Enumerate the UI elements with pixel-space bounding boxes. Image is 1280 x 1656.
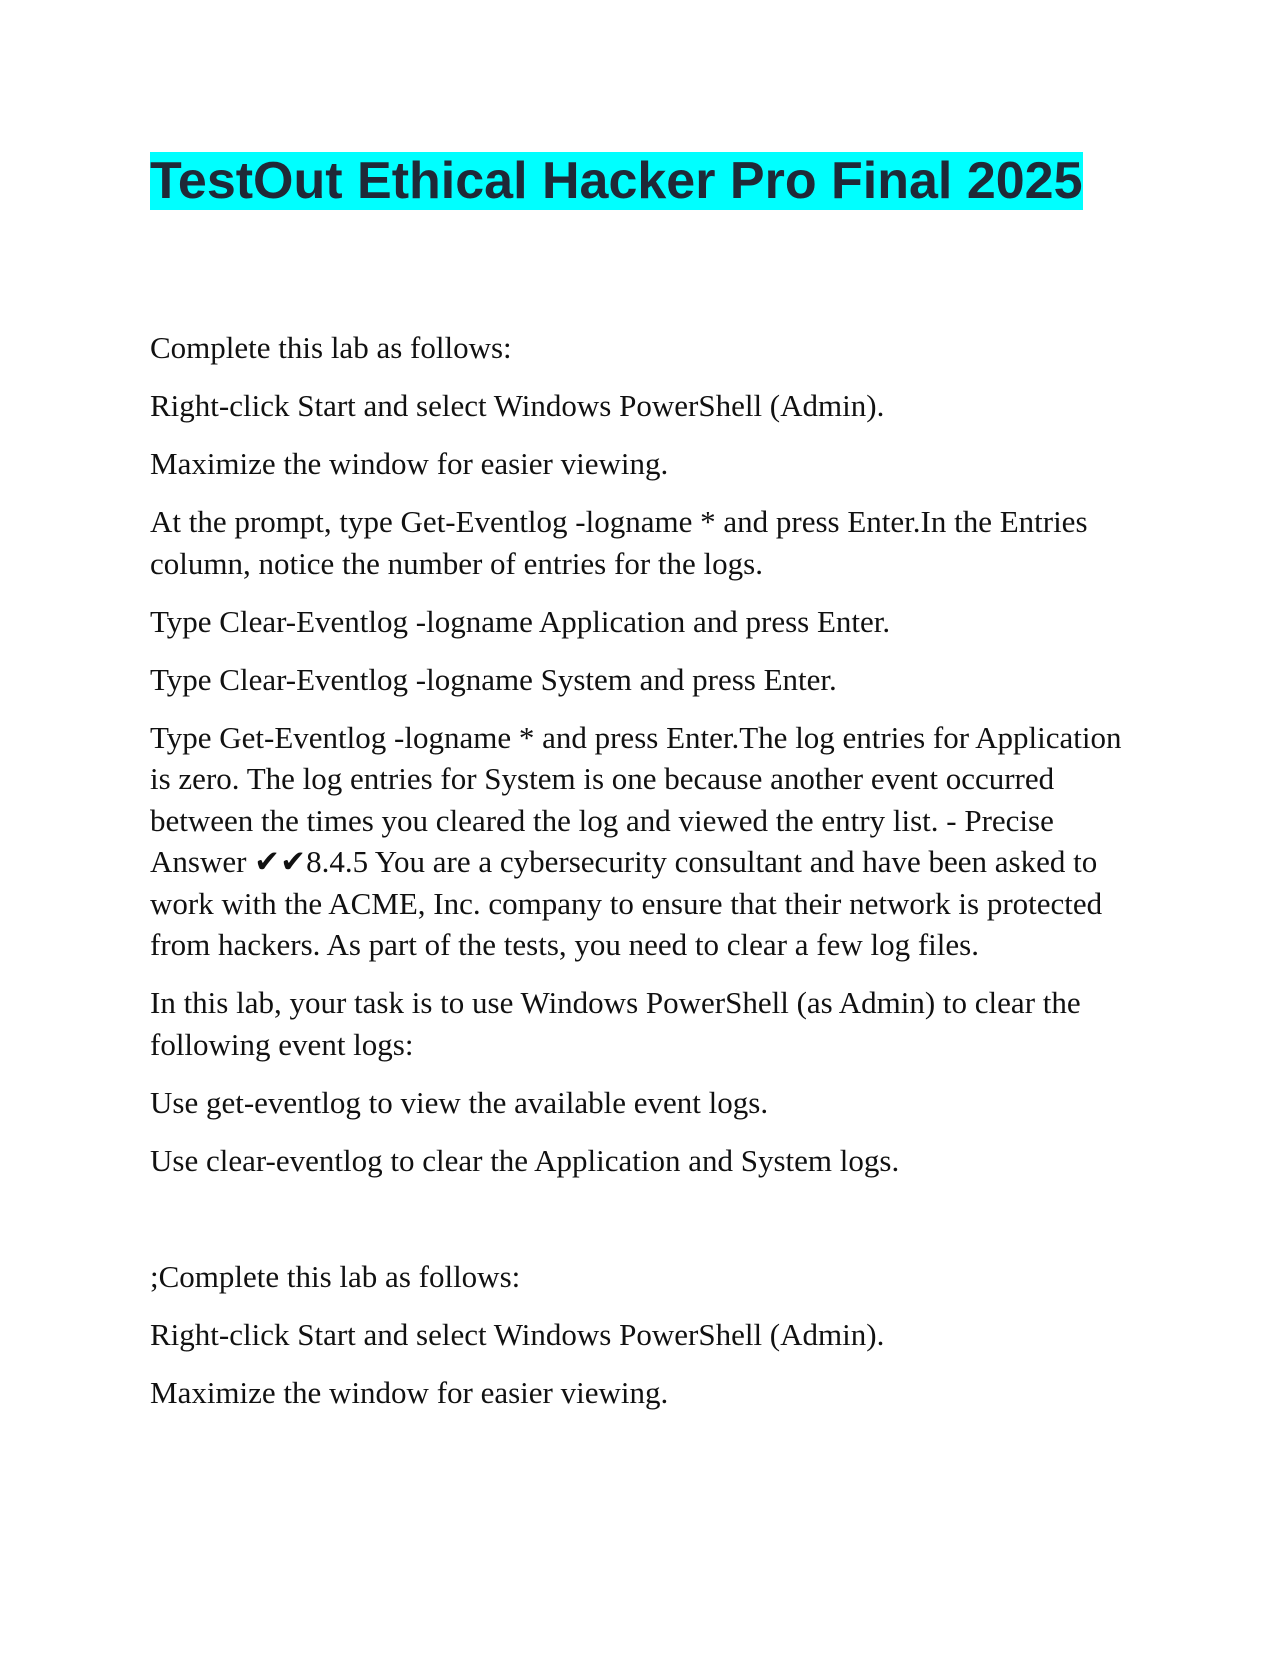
blank-line — [150, 1198, 1130, 1240]
paragraph: Maximize the window for easier viewing. — [150, 1374, 669, 1410]
paragraph: Use get-eventlog to view the available event logs. — [150, 1084, 769, 1120]
paragraph: Use clear-eventlog to clear the Application and System logs. — [150, 1142, 900, 1178]
paragraph: Type Get-Eventlog -logname * and press Enter.The log entries for Application is zero. The log entries for System is one because another event occurred between the times you cleared the log and viewed the entry list. - Precise Answer ✔✔8.4.5 You are a cybersecurity consultant and have been asked to work with the ACME, Inc. company to ensure that their network is protected from hackers. As part of the tests, you need to clear a few log files. — [150, 719, 1122, 962]
document-title-text: TestOut Ethical Hacker Pro Final 2025 — [150, 152, 1083, 210]
document-title — [150, 150, 1083, 212]
paragraph: ;Complete this lab as follows: — [150, 1258, 521, 1294]
paragraph: Type Clear-Eventlog -logname Application and press Enter. — [150, 603, 891, 639]
document-body — [150, 327, 1130, 1430]
paragraph: Complete this lab as follows: — [150, 330, 512, 365]
paragraph: Type Clear-Eventlog -logname System and press Enter. — [150, 661, 837, 697]
paragraph: In this lab, your task is to use Windows PowerShell (as Admin) to clear the following event logs: — [150, 985, 1081, 1062]
paragraph: Maximize the window for easier viewing. — [150, 446, 669, 481]
paragraph: Right-click Start and select Windows PowerShell (Admin). — [150, 1316, 885, 1352]
paragraph: At the prompt, type Get-Eventlog -logname * and press Enter.In the Entries column, notice the number of entries for the logs. — [150, 504, 1088, 581]
paragraph: Right-click Start and select Windows PowerShell (Admin). — [150, 388, 885, 423]
